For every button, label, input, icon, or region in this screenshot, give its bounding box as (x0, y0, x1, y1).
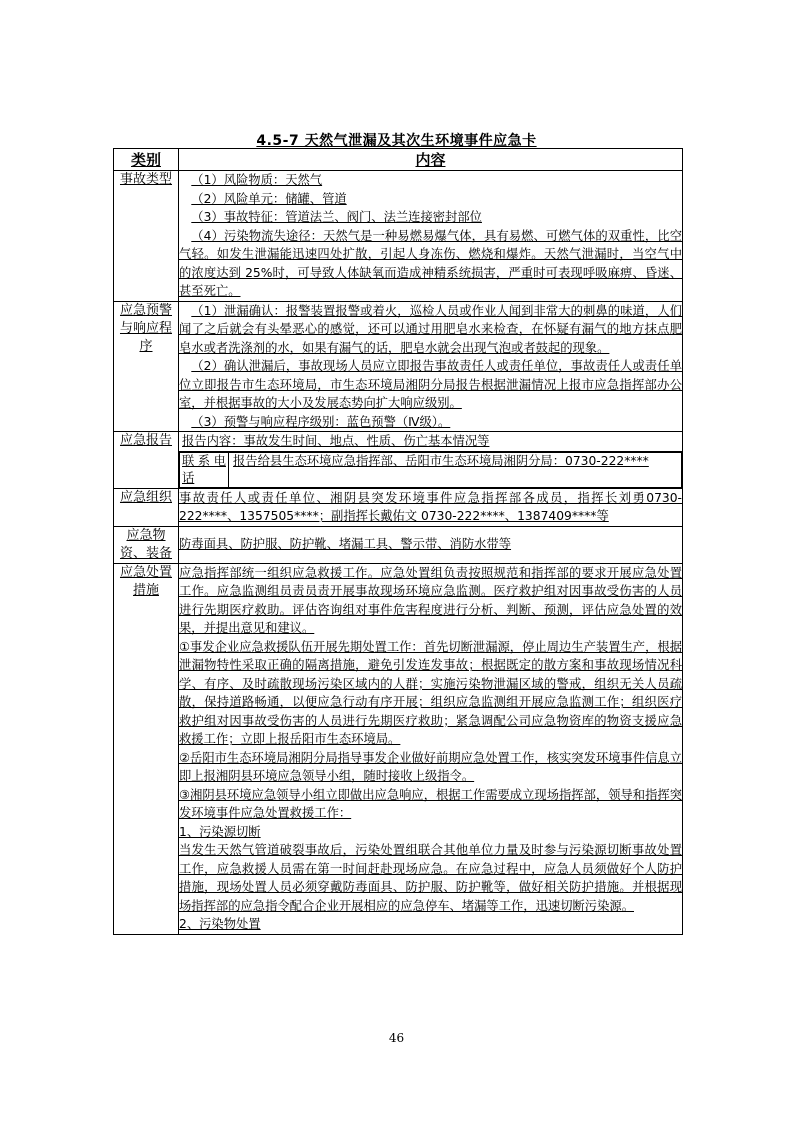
row-label: 应急组织 (114, 488, 179, 526)
row-emergency-report (114, 432, 683, 489)
row-content (179, 526, 683, 563)
table-header-row (114, 149, 683, 171)
paragraph: 当发生天然气管道破裂事故后，污染处置组联合其他单位力量及时参与污染源切断事故处置工作，应急救援人员需在第一时间赶赴现场应急。在应急过程中，应急人员须做好个人防护措施，现场处置人员必须穿戴防毒面具、防护服、防护靴等，做好相关防护措施。并根据现场指挥部的应急指令配合企业开展相应的应急停车、堵漏等工作，迅速切断污染源。 (179, 843, 682, 913)
paragraph: ①事发企业应急救援队伍开展先期处置工作：首先切断泄漏源，停止周边生产装置生产，根据泄漏物特性采取正确的隔离措施，避免引发连发事故；根据既定的散方案和事故现场情况科学、有序、及时疏散现场污染区域内的人群；实施污染物泄漏区域的警戒，组织无关人员疏散，保持道路畅通，以便应急行动有序开展；组织应急监测组开展应急监测工作；组织医疗救护组对因事故受伤害的人员进行先期医疗救助；紧急调配公司应急物资库的物资支援应急救援工作；立即上报岳阳市生态环境局。 (179, 639, 682, 746)
paragraph: （1）泄漏确认：报警装置报警或着火，巡检人员或作业人闻到非常大的刺鼻的味道，人们闻了之后就会有头晕恶心的感觉，还可以通过用肥皂水来检查，在怀疑有漏气的地方抹点肥皂水或者洗涤剂的水，如果有漏气的话，肥皂水就会出现气泡或者鼓起的现象。 (179, 303, 682, 355)
paragraph: （4）污染物流失途径：天然气是一种易燃易爆气体，具有易燃、可燃气体的双重性，比空气轻。如发生泄漏能迅速四处扩散，引起人身冻伤、燃烧和爆炸。天然气泄漏时，当空气中的浓度达到 25%时，可导致人体缺氧而造成神精系统损害，严重时可表现呼吸麻痹、昏迷、甚至死亡。 (179, 228, 682, 298)
row-emergency-supplies (114, 526, 683, 563)
row-label: 应急报告 (114, 432, 179, 489)
paragraph: 应急指挥部统一组织应急救援工作。应急处置组负责按照规范和指挥部的要求开展应急处置工作。应急监测组员责员责开展事故现场环境应急监测。医疗救护组对因事故受伤害的人员进行先期医疗救助。评估咨询组对事件危害程度进行分析、判断、预测，评估应急处置的效果，并提出意见和建议。 (179, 565, 682, 635)
row-accident-type (114, 171, 683, 302)
contact-label: 联系电话 (180, 452, 229, 487)
paragraph: （3）预警与响应程序级别：蓝色预警（Ⅳ级）。 (191, 414, 451, 429)
card-title: 4.5-7 天然气泄漏及其次生环境事件应急卡 (256, 133, 537, 149)
row-label: 应急预警与响应程序 (114, 301, 179, 432)
row-content (179, 488, 683, 526)
paragraph: 2、污染物处置 (179, 917, 261, 931)
page-number: 46 (388, 1031, 405, 1045)
paragraph: 1、污染源切断 (179, 824, 261, 839)
row-content (179, 301, 683, 432)
row-label: 应急物资、装备 (114, 526, 179, 563)
paragraph: （2）确认泄漏后，事故现场人员应立即报告事故责任人或责任单位，事故责任人或责任单位立即报告市生态环境局，市生态环境局湘阴分局报告根据泄漏情况上报市应急指挥部办公室，并根据事故的大小及发展态势向扩大响应级别。 (179, 359, 682, 410)
row-content (179, 171, 683, 302)
row-content (179, 563, 683, 934)
row-label: 应急处置措施 (114, 563, 179, 934)
paragraph: ③湘阴县环境应急领导小组立即做出应急响应，根据工作需要成立现场指挥部，领导和指挥突发环境事件应急处置救援工作： (179, 787, 682, 820)
paragraph: 事故责任人或责任单位、湘阴县突发环境事件应急指挥部各成员，指挥长刘勇0730-222****、1357505****；副指挥长戴佑文 0730-222****、1387409****等 (179, 490, 682, 523)
row-content (179, 432, 683, 489)
paragraph: 防毒面具、防护服、防护靴、堵漏工具、警示带、消防水带等 (179, 537, 512, 552)
paragraph: （2）风险单元：储罐、管道 (191, 191, 347, 206)
header-content: 内容 (179, 149, 683, 171)
paragraph: ②岳阳市生态环境局湘阴分局指导事发企业做好前期应急处置工作，核实突发环境事件信息立即上报湘阴县环境应急领导小组，随时接收上级指令。 (179, 750, 682, 783)
contact-table (179, 452, 682, 488)
row-label: 事故类型 (114, 171, 179, 302)
row-emergency-measures (114, 563, 683, 934)
header-category: 类别 (114, 149, 179, 171)
paragraph: （3）事故特征：管道法兰、阀门、法兰连接密封部位 (191, 210, 482, 224)
row-warning-response (114, 301, 683, 432)
report-content: 报告内容：事故发生时间、地点、性质、伤亡基本情况等 (179, 432, 682, 452)
contact-value: 报告给县生态环境应急指挥部、岳阳市生态环境局湘阴分局：0730-222**** (229, 452, 682, 487)
paragraph: （1）风险物质：天然气 (191, 173, 323, 187)
emergency-card-table (113, 148, 683, 935)
row-emergency-organization (114, 488, 683, 526)
